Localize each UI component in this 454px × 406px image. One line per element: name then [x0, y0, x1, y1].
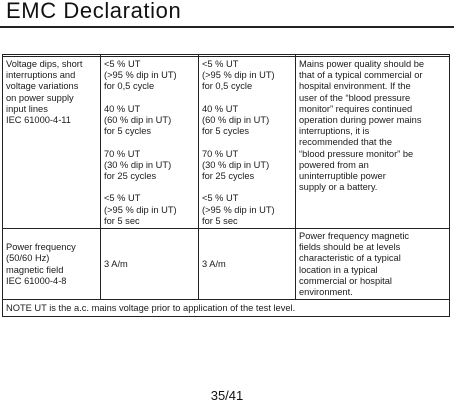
guidance-cell: Mains power quality should be that of a typical commercial or hospital environment. If the user of the “blood pressure monitor” requires continued operation during power mains interruptions, it is recommended that the “blood pressure monitor” be powered from an uninterruptible power supply or a battery. — [296, 57, 450, 229]
test-level-cell: <5 % UT (>95 % dip in UT) for 0,5 cycle 40 % UT (60 % dip in UT) for 5 cycles 70 % UT (30 % dip in UT) for 25 cycles <5 % UT (>95 % dip in UT) for 5 sec — [101, 57, 199, 229]
table-note: NOTE UT is the a.c. mains voltage prior to application of the test level. — [3, 300, 450, 317]
page-number: 35/41 — [210, 388, 244, 403]
compliance-level-cell: 3 A/m — [199, 229, 296, 300]
title-divider — [0, 26, 454, 28]
page-title: EMC Declaration — [6, 0, 182, 23]
test-level-cell: 3 A/m — [101, 229, 199, 300]
table-row-voltage-dips — [3, 57, 450, 229]
table-note-row — [3, 300, 450, 317]
immunity-test-cell: Voltage dips, short interruptions and voltage variations on power supply input lines IEC 61000-4-11 — [3, 57, 101, 229]
compliance-level-cell: <5 % UT (>95 % dip in UT) for 0,5 cycle 40 % UT (60 % dip in UT) for 5 cycles 70 % UT (30 % dip in UT) for 25 cycles <5 % UT (>95 % dip in UT) for 5 sec — [199, 57, 296, 229]
table-row-magnetic-field — [3, 229, 450, 300]
immunity-test-cell: Power frequency (50/60 Hz) magnetic field IEC 61000-4-8 — [3, 229, 101, 300]
guidance-cell: Power frequency magnetic fields should be at levels characteristic of a typical location in a typical commercial or hospital environment. — [296, 229, 450, 300]
emc-table — [2, 54, 450, 317]
